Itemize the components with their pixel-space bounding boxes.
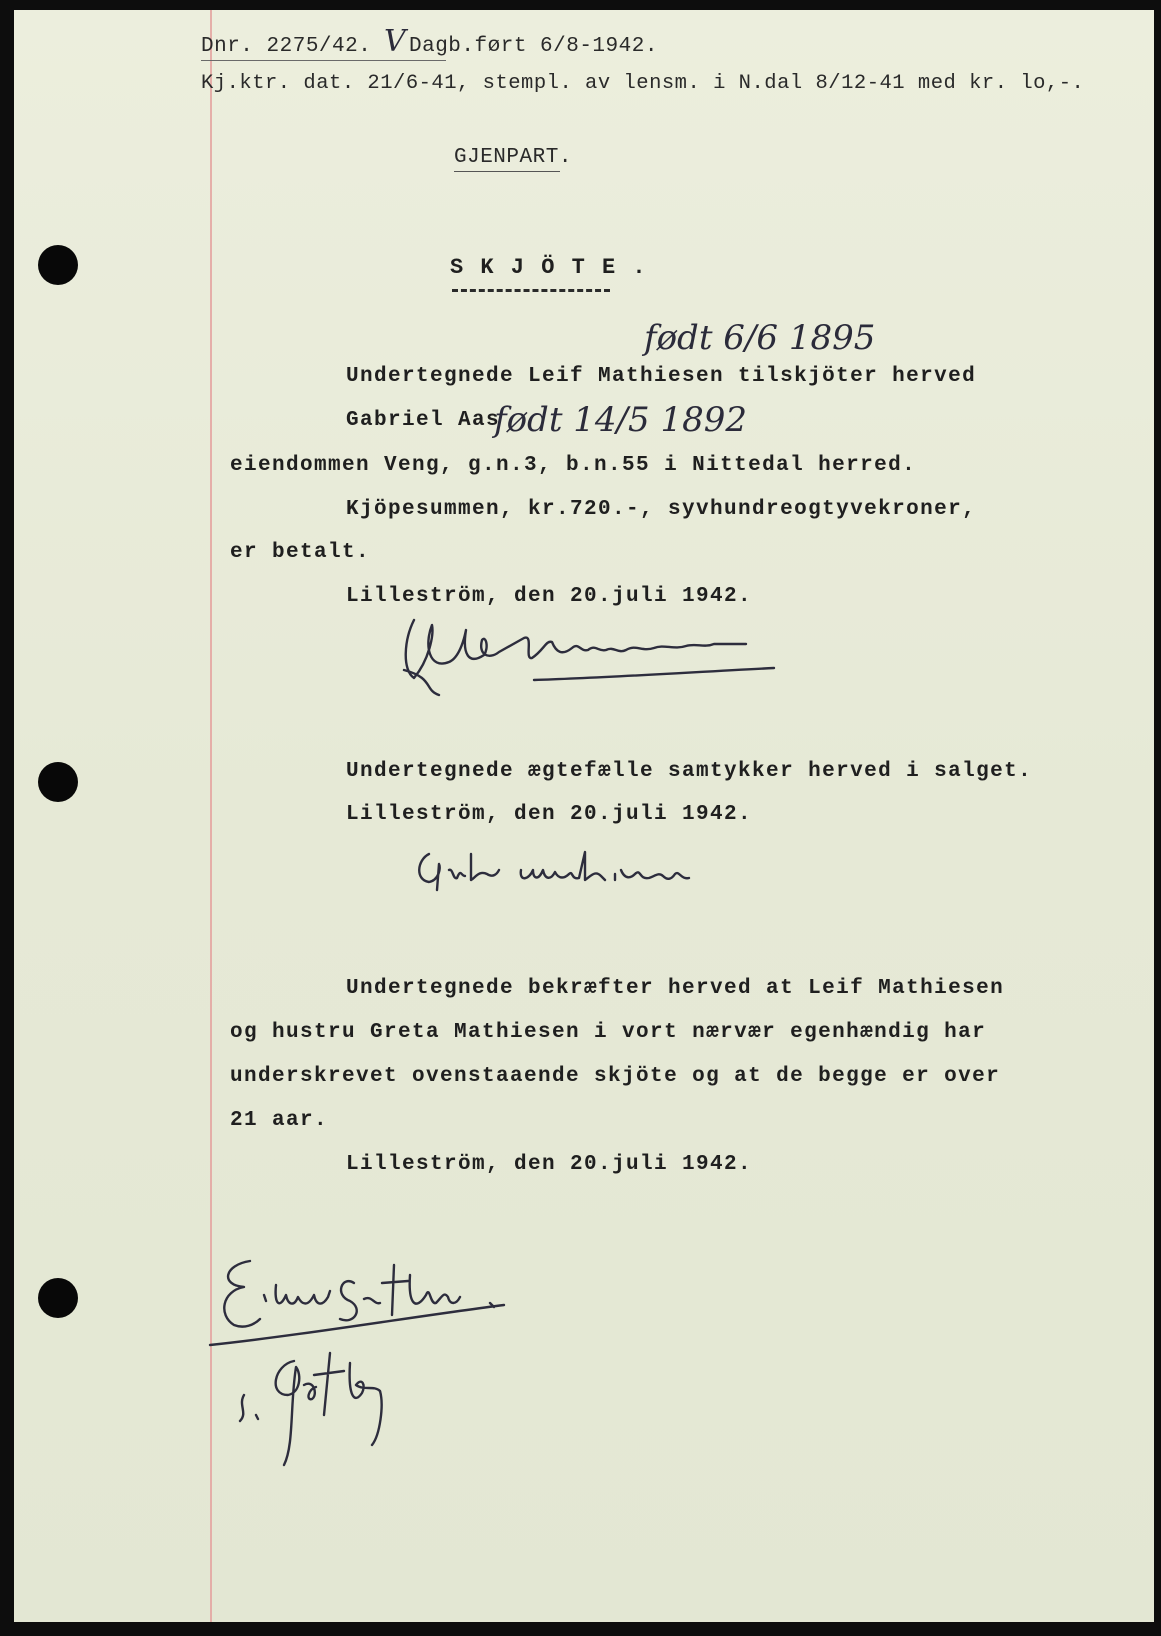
seller-signature <box>374 600 774 710</box>
buyer-birth-annotation: født 14/5 1892 <box>494 400 747 440</box>
document-page <box>14 10 1154 1622</box>
header-contract-line: Kj.ktr. dat. 21/6-41, stempl. av lensm. i N.dal 8/12-41 med kr. lo,-. <box>201 72 1085 95</box>
spouse-signature <box>409 840 749 900</box>
seller-birth-annotation: født 6/6 1895 <box>644 318 876 358</box>
price-line-1: Kjöpesummen, kr.720.-, syvhundreogtyvekroner, <box>346 498 977 521</box>
title-underline <box>452 289 610 292</box>
copy-label-underline <box>454 171 560 172</box>
header-check-mark: V <box>384 24 406 59</box>
punch-hole-bottom <box>38 1278 78 1318</box>
price-line-2: er betalt. <box>230 541 371 564</box>
property-line: eiendommen Veng, g.n.3, b.n.55 i Nittedal herred. <box>230 454 917 477</box>
seller-line: Undertegnede Leif Mathiesen tilskjöter herved <box>346 365 977 388</box>
spouse-consent-line: Undertegnede ægtefælle samtykker herved i salget. <box>346 760 1033 783</box>
document-title: S K J Ö T E . <box>450 255 648 280</box>
place-date-2: Lilleström, den 20.juli 1942. <box>346 803 753 826</box>
witness-line-4: 21 aar. <box>230 1109 329 1132</box>
punch-hole-top <box>38 245 78 285</box>
witness-line-1: Undertegnede bekræfter herved at Leif Mathiesen <box>346 977 1005 1000</box>
header-dnr: Dnr. 2275/42. <box>201 35 372 58</box>
witness-signatures <box>204 1245 564 1475</box>
witness-line-2: og hustru Greta Mathiesen i vort nærvær egenhændig har <box>230 1021 987 1044</box>
buyer-name: Gabriel Aas <box>346 409 501 432</box>
header-dagbok: Dagb.ført 6/8-1942. <box>409 35 658 58</box>
copy-label: GJENPART. <box>454 146 572 169</box>
header-underline <box>201 60 446 61</box>
punch-hole-middle <box>38 762 78 802</box>
place-date-3: Lilleström, den 20.juli 1942. <box>346 1153 753 1176</box>
witness-line-3: underskrevet ovenstaaende skjöte og at de begge er over <box>230 1065 1001 1088</box>
place-date-1: Lilleström, den 20.juli 1942. <box>346 585 753 608</box>
